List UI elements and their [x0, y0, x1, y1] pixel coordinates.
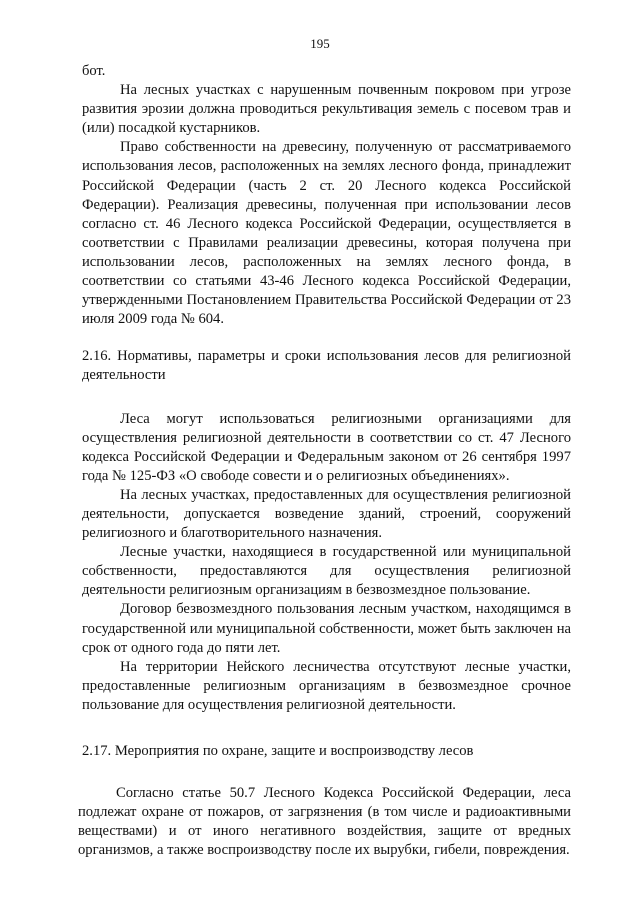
paragraph-state-land: Лесные участки, находящиеся в государственной или муниципальной собственности, предоставляются для осуществления религиозной деятельности религиозным организациям в безвозмездное пользование. [82, 544, 571, 599]
paragraph-forest-protection: Согласно статье 50.7 Лесного Кодекса Российской Федерации, леса подлежат охране от пожаров, от загрязнения (в том числе и радиоактивными веществами) и от иного негативного воздействия, защите от вредных организмов, а также воспроизводству после их вырубки, гибели, повреждения. [78, 785, 571, 859]
page-number: 195 [310, 36, 330, 51]
paragraph-neya-forestry: На территории Нейского лесничества отсутствуют лесные участки, предоставленные религиозным организациям в безвозмездное срочное пользование для осуществления религиозной деятельности. [82, 658, 571, 713]
section-heading-2-17: 2.17. Мероприятия по охране, защите и воспроизводству лесов [82, 743, 474, 759]
paragraph-wood-ownership: Право собственности на древесину, полученную от рассматриваемого использования лесов, расположенных на землях лесного фонда, принадлежит Российской Федерации (часть 2 ст. 20 Лесного кодекса Российской Федерации). Реализация древесины, полученная при использовании лесов согласно ст. 46 Лесного кодекса Российской Федерации, осуществляется в соответствии с Правилами реализации древесины, которая получена при использовании лесов, расположенных на землях лесного фонда, в соответствии со статьями 43-46 Лесного кодекса Российской Федерации, утвержденными Постановлением Правительства Российской Федерации от 23 июля 2009 года № 604. [82, 139, 571, 328]
paragraph-contract-term: Договор безвозмездного пользования лесным участком, находящимся в государственной или муниципальной собственности, может быть заключен на срок от одного года до пяти лет. [82, 601, 571, 656]
section-heading-2-16: 2.16. Нормативы, параметры и сроки использования лесов для религиозной деятельности [82, 348, 571, 384]
page-content [78, 62, 571, 860]
paragraph-buildings: На лесных участках, предоставленных для осуществления религиозной деятельности, допускается возведение зданий, строений, сооружений религиозного и благотворительного назначения. [82, 486, 571, 542]
paragraph-continuation: бот. [82, 63, 106, 79]
paragraph-religious-use: Леса могут использоваться религиозными организациями для осуществления религиозной деятельности в соответствии со ст. 47 Лесного кодекса Российской Федерации и Федеральным законом от 26 сентября 1997 года № 125-ФЗ «О свободе совести и о религиозных объединениях». [82, 410, 571, 484]
paragraph-erosion: На лесных участках с нарушенным почвенным покровом при угрозе развития эрозии должна проводиться рекультивация земель с посевом трав и (или) посадкой кустарников. [82, 82, 571, 137]
